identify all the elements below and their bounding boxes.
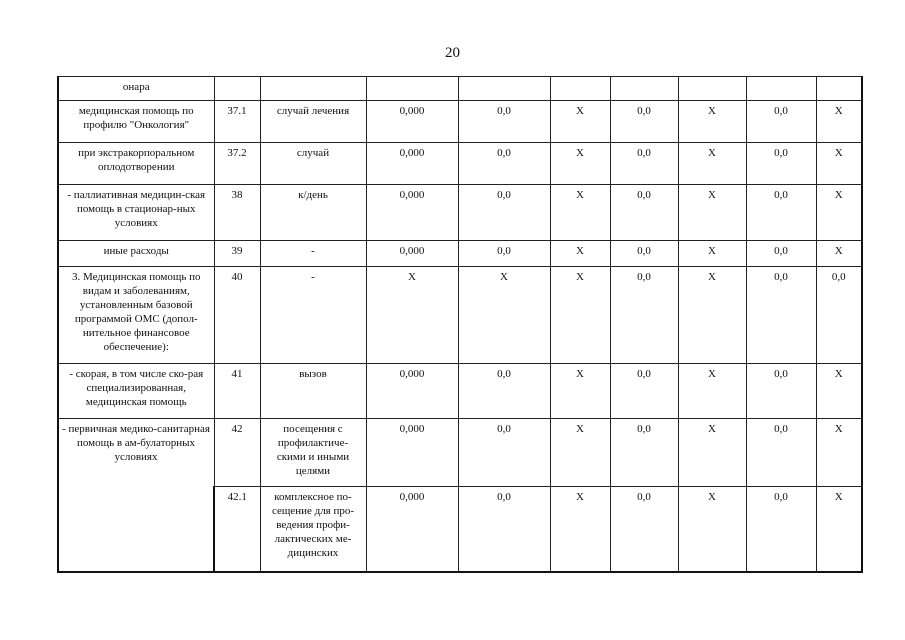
- cell-code: 37.1: [214, 101, 260, 143]
- cell-value: [678, 77, 746, 101]
- cell-value: [816, 77, 862, 101]
- cell-value: 0,0: [746, 241, 816, 267]
- cell-code: 37.2: [214, 143, 260, 185]
- table-row: [58, 185, 862, 241]
- cell-value: [746, 77, 816, 101]
- cell-value: 0,000: [366, 143, 458, 185]
- cell-value: 0,0: [746, 419, 816, 487]
- cell-value: X: [678, 143, 746, 185]
- table-row: [58, 419, 862, 487]
- cell-value: X: [678, 267, 746, 364]
- cell-name: - первичная медико-санитарная помощь в ам-булаторных условиях: [58, 419, 214, 573]
- cell-value: X: [816, 241, 862, 267]
- cell-value: 0,0: [458, 101, 550, 143]
- cell-name: при экстракорпоральном оплодотворении: [58, 143, 214, 185]
- cell-value: 0,0: [746, 143, 816, 185]
- cell-unit: посещения с профилактиче-скими и иными целями: [260, 419, 366, 487]
- cell-value: 0,0: [746, 185, 816, 241]
- cell-value: X: [816, 364, 862, 419]
- cell-value: X: [816, 419, 862, 487]
- cell-code: [214, 77, 260, 101]
- cell-value: X: [550, 101, 610, 143]
- cell-value: X: [550, 143, 610, 185]
- cell-value: X: [816, 143, 862, 185]
- cell-value: X: [550, 185, 610, 241]
- cell-code: 42.1: [214, 487, 260, 573]
- cell-value: 0,000: [366, 101, 458, 143]
- cell-name: иные расходы: [58, 241, 214, 267]
- cell-name: медицинская помощь по профилю "Онкология": [58, 101, 214, 143]
- cell-code: 41: [214, 364, 260, 419]
- cell-value: 0,0: [610, 241, 678, 267]
- table-row: [58, 241, 862, 267]
- cell-unit: к/день: [260, 185, 366, 241]
- cell-value: X: [550, 419, 610, 487]
- cell-code: 40: [214, 267, 260, 364]
- cell-code: 42: [214, 419, 260, 487]
- cell-value: 0,000: [366, 185, 458, 241]
- table-row: [58, 77, 862, 101]
- cell-unit: -: [260, 267, 366, 364]
- cell-value: X: [678, 487, 746, 573]
- cell-value: 0,0: [458, 364, 550, 419]
- cell-value: 0,000: [366, 364, 458, 419]
- cell-unit: комплексное по-сещение для про-ведения профи-лактических ме-дицинских: [260, 487, 366, 573]
- cell-value: 0,0: [746, 101, 816, 143]
- cell-value: X: [550, 267, 610, 364]
- cell-value: [458, 77, 550, 101]
- cell-value: 0,0: [610, 101, 678, 143]
- page-number: 20: [445, 45, 460, 61]
- cell-name: 3. Медицинская помощь по видам и заболеваниям, установленным базовой программой ОМС (допол-нительное финансовое обеспечение):: [58, 267, 214, 364]
- cell-value: 0,000: [366, 419, 458, 487]
- cell-code: 38: [214, 185, 260, 241]
- financing-table: [57, 76, 863, 573]
- cell-value: X: [678, 185, 746, 241]
- table-row: [58, 101, 862, 143]
- cell-value: X: [816, 487, 862, 573]
- cell-value: 0,0: [458, 241, 550, 267]
- cell-value: X: [678, 241, 746, 267]
- cell-unit: -: [260, 241, 366, 267]
- cell-code: 39: [214, 241, 260, 267]
- cell-value: 0,0: [746, 267, 816, 364]
- table-row: [58, 143, 862, 185]
- cell-value: 0,0: [458, 487, 550, 573]
- cell-value: X: [550, 487, 610, 573]
- cell-value: 0,0: [610, 364, 678, 419]
- cell-value: X: [550, 364, 610, 419]
- cell-value: 0,0: [458, 143, 550, 185]
- table-row: [58, 267, 862, 364]
- cell-value: X: [678, 419, 746, 487]
- cell-value: 0,0: [610, 185, 678, 241]
- cell-value: X: [816, 101, 862, 143]
- cell-unit: случай: [260, 143, 366, 185]
- table-row: [58, 364, 862, 419]
- cell-value: 0,0: [458, 419, 550, 487]
- cell-value: 0,0: [610, 267, 678, 364]
- cell-value: X: [678, 364, 746, 419]
- cell-unit: случай лечения: [260, 101, 366, 143]
- cell-value: [550, 77, 610, 101]
- cell-value: X: [678, 101, 746, 143]
- cell-name: - скорая, в том числе ско-рая специализированная, медицинская помощь: [58, 364, 214, 419]
- cell-value: 0,0: [610, 419, 678, 487]
- cell-value: 0,0: [746, 364, 816, 419]
- cell-value: X: [816, 185, 862, 241]
- cell-value: [610, 77, 678, 101]
- cell-value: 0,000: [366, 241, 458, 267]
- cell-value: 0,000: [366, 487, 458, 573]
- cell-name: онара: [58, 77, 214, 101]
- cell-value: 0,0: [610, 143, 678, 185]
- cell-unit: вызов: [260, 364, 366, 419]
- cell-value: [366, 77, 458, 101]
- cell-value: X: [550, 241, 610, 267]
- cell-value: X: [458, 267, 550, 364]
- cell-value: 0,0: [610, 487, 678, 573]
- cell-value: 0,0: [746, 487, 816, 573]
- cell-value: 0,0: [816, 267, 862, 364]
- cell-unit: [260, 77, 366, 101]
- cell-value: X: [366, 267, 458, 364]
- cell-name: - паллиативная медицин-ская помощь в стационар-ных условиях: [58, 185, 214, 241]
- cell-value: 0,0: [458, 185, 550, 241]
